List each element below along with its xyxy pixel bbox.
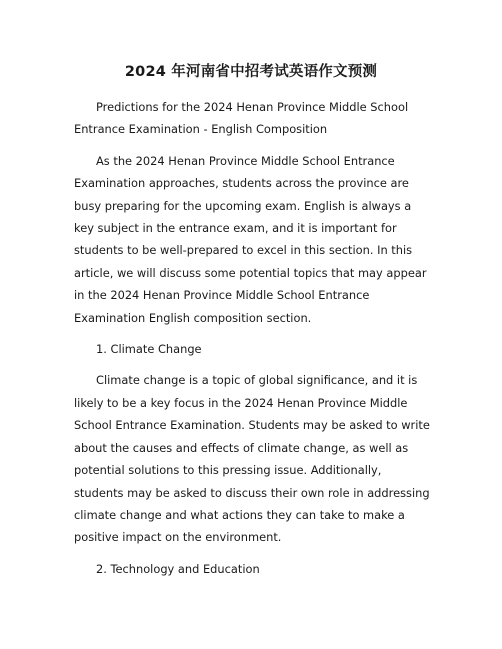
document-title: 2024 年河南省中招考试英语作文预测 xyxy=(124,64,378,80)
section-heading-climate-change: 1. Climate Change xyxy=(96,342,202,357)
section-heading-technology-education: 2. Technology and Education xyxy=(96,561,260,576)
intro-paragraph: As the 2024 Henan Province Middle School Entrance Examination approaches, students across the province are busy preparing for the upcoming exam. English is always a key subject in the entrance exam, and it is important for students to be well-prepared to excel in this section. In this article, we will discuss some potential topics that may appear in the 2024 Henan Province Middle School Entrance Examination English composition section. xyxy=(74,153,427,325)
climate-change-paragraph: Climate change is a topic of global significance, and it is likely to be a key focus in the 2024 Henan Province Middle School Entrance Examination. Students may be asked to write about the causes and effects of climate change, as well as potential solutions to this pressing issue. Additionally, students may be asked to discuss their own role in addressing climate change and what actions they can take to make a positive impact on the environment. xyxy=(74,373,430,545)
subtitle-paragraph: Predictions for the 2024 Henan Province Middle School Entrance Examination - English Composition xyxy=(74,100,409,137)
document-body xyxy=(74,96,434,589)
